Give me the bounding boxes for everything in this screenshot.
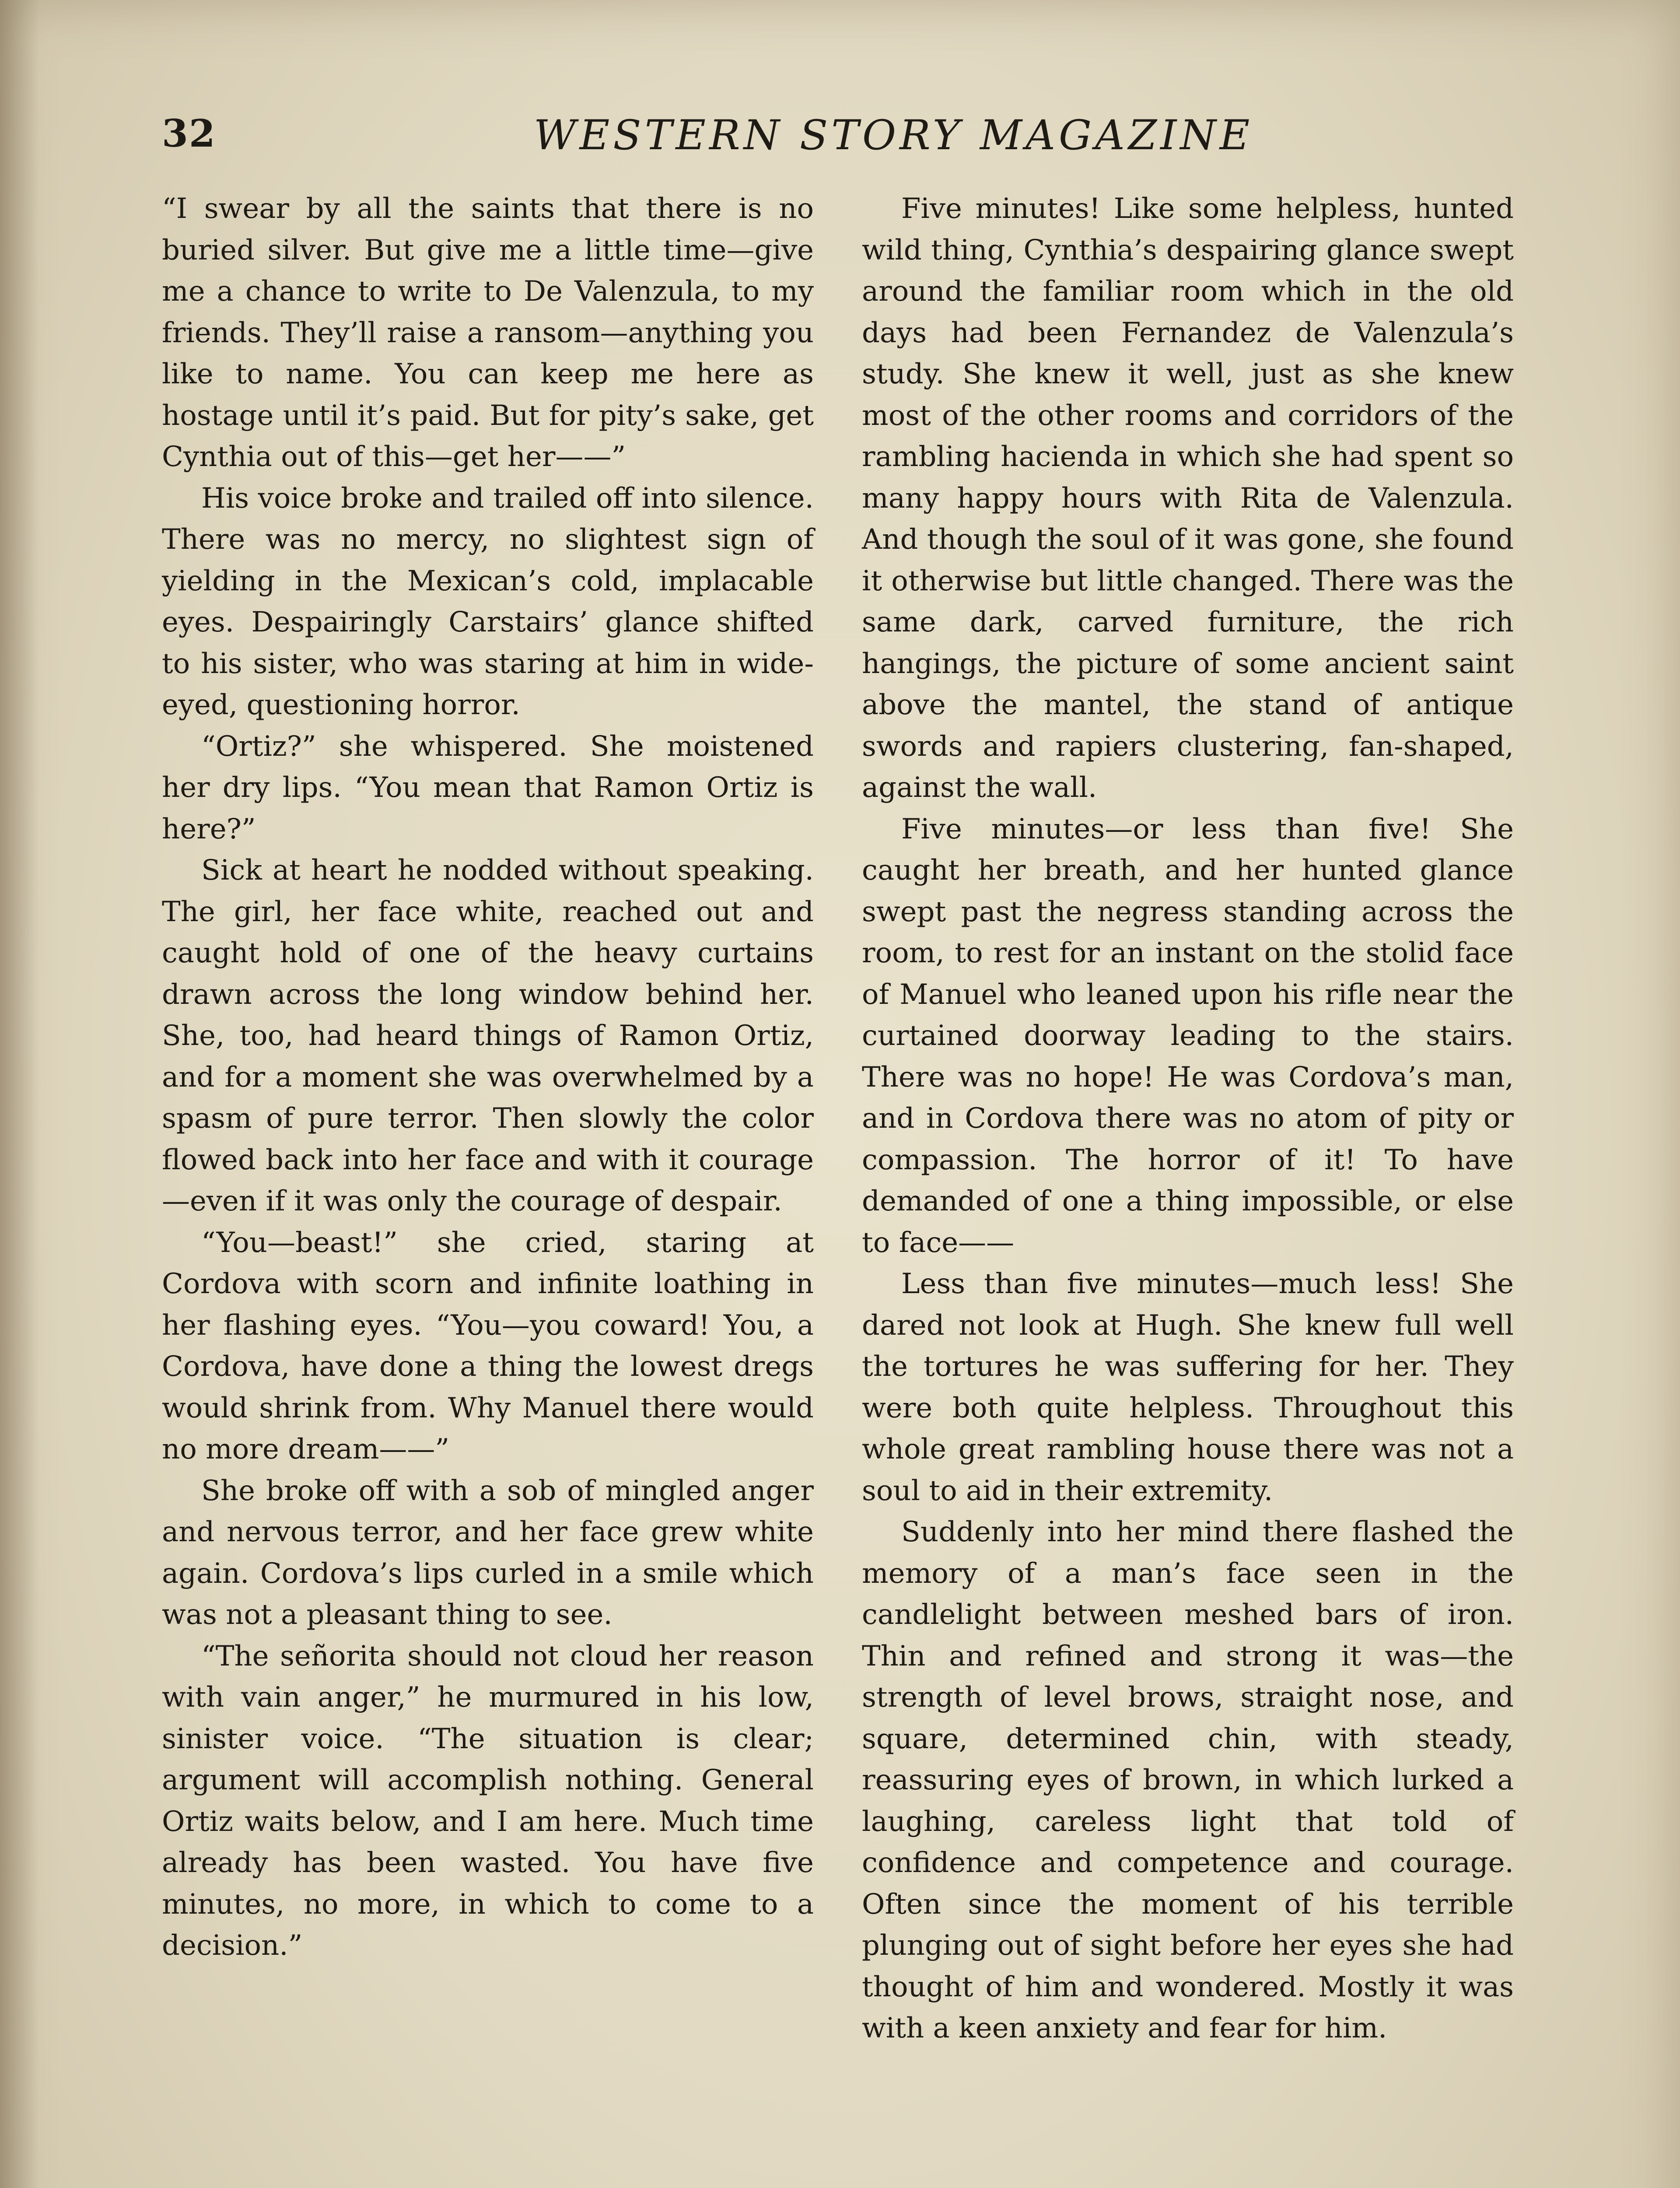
left-column	[162, 188, 814, 1967]
paragraph: Less than five minutes—much less! She dared not look at Hugh. She knew full well the tortures he was suffering for her. They were both quite helpless. Throughout this whole great rambling house there was not a soul to aid in their extremity.	[862, 1268, 1514, 1507]
page-header	[162, 112, 1518, 177]
magazine-title: WESTERN STORY MAGAZINE	[534, 112, 1253, 159]
paragraph: Suddenly into her mind there flashed the memory of a man’s face seen in the candlelight between meshed bars of iron. Thin and refined and strong it was—the strength of level brows, straight nose, and square, determined chin, with steady, reassuring eyes of brown, in which lurked a laughing, careless light that told of confidence and competence and courage. Often since the moment of his terrible plunging out of sight before her eyes she had thought of him and wondered. Mostly it was with a keen anxiety and fear for him.	[862, 1516, 1514, 2044]
paragraph: Five minutes—or less than five! She caught her breath, and her hunted glance swept past the negress standing across the room, to rest for an instant on the stolid face of Manuel who leaned upon his rifle near the curtained doorway leading to the stairs. There was no hope! He was Cordova’s man, and in Cordova there was no atom of pity or compassion. The horror of it! To have demanded of one a thing impossible, or else to face——	[862, 813, 1514, 1259]
paragraph: She broke off with a sob of mingled anger and nervous terror, and her face grew white again. Cordova’s lips curled in a smile which was not a pleasant thing to see.	[162, 1474, 814, 1631]
paragraph: “I swear by all the saints that there is no buried silver. But give me a little time—give me a chance to write to De Valenzula, to my friends. They’ll raise a ransom—anything you like to name. You can keep me here as hostage until it’s paid. But for pity’s sake, get Cynthia out of this—get her——”	[162, 193, 814, 473]
paragraph: “Ortiz?” she whispered. She moistened her dry lips. “You mean that Ramon Ortiz is here?”	[162, 730, 814, 845]
paragraph: “You—beast!” she cried, staring at Cordova with scorn and infinite loathing in her flashing eyes. “You—you coward! You, a Cordova, have done a thing the lowest dregs would shrink from. Why Manuel there would no more dream——”	[162, 1226, 814, 1466]
paragraph: Sick at heart he nodded without speaking. The girl, her face white, reached out and caught hold of one of the heavy curtains drawn across the long window behind her. She, too, had heard things of Ramon Ortiz, and for a moment she was overwhelmed by a spasm of pure terror. Then slowly the color flowed back into her face and with it courage—even if it was only the courage of despair.	[162, 854, 814, 1217]
paragraph: “The señorita should not cloud her reason with vain anger,” he murmured in his low, sinister voice. “The situation is clear; argument will accomplish nothing. General Ortiz waits below, and I am here. Much time already has been wasted. You have five minutes, no more, in which to come to a decision.”	[162, 1640, 814, 1962]
page-spine-shadow	[0, 0, 39, 2188]
page-number: 32	[162, 112, 216, 156]
paragraph: Five minutes! Like some helpless, hunted wild thing, Cynthia’s despairing glance swept around the familiar room which in the old days had been Fernandez de Valenzula’s study. She knew it well, just as she knew most of the other rooms and corridors of the rambling hacienda in which she had spent so many happy hours with Rita de Valenzula. And though the soul of it was gone, she found it otherwise but little changed. There was the same dark, carved furniture, the rich hangings, the picture of some ancient saint above the mantel, the stand of antique swords and rapiers clustering, fan-shaped, against the wall.	[862, 193, 1514, 804]
paragraph: His voice broke and trailed off into silence. There was no mercy, no slightest sign of yielding in the Mexican’s cold, implacable eyes. Despairingly Carstairs’ glance shifted to his sister, who was staring at him in wide-eyed, questioning horror.	[162, 482, 814, 721]
right-column	[862, 188, 1514, 2049]
